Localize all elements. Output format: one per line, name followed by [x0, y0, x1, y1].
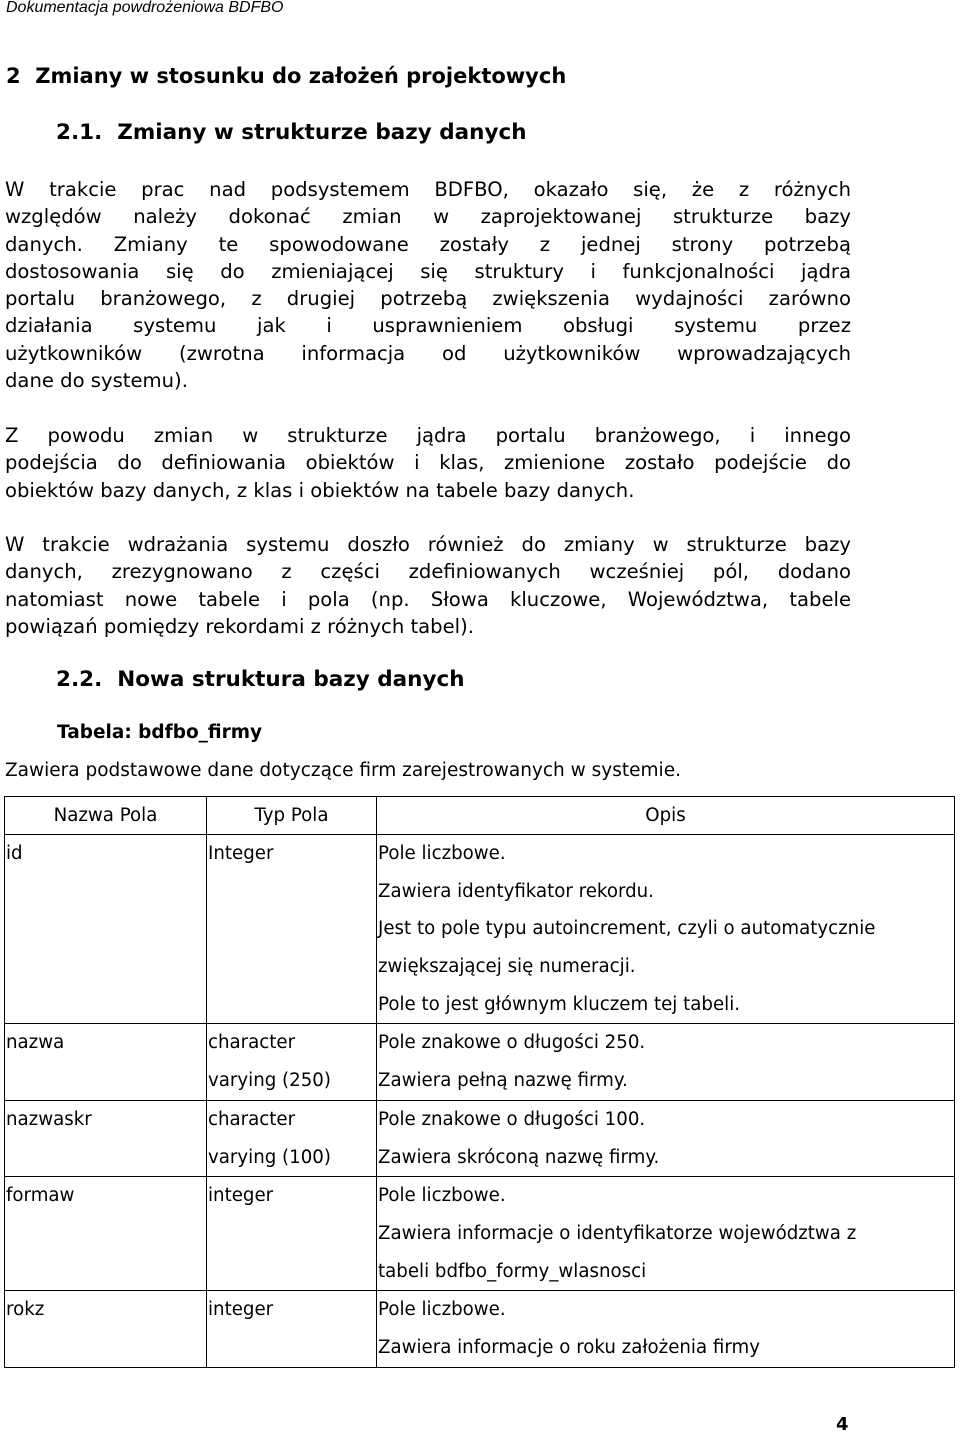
paragraph-2 [5, 422, 851, 504]
section-title: Nowa struktura bazy danych [117, 667, 465, 692]
table-title: Tabela: bdfbo_firmy [57, 722, 263, 743]
cell-line: integer [208, 1185, 274, 1207]
cell-line: Pole znakowe o długości 100. [378, 1108, 646, 1130]
cell-line: formaw [6, 1185, 75, 1207]
table-description: Zawiera podstawowe dane dotyczące firm zarejestrowanych w systemie. [5, 760, 681, 781]
field-name-cell [5, 835, 207, 1024]
field-name-cell [5, 1177, 207, 1291]
cell-line: id [6, 843, 23, 864]
section-number: 2 [6, 64, 21, 88]
field-type-cell [207, 1100, 377, 1176]
section-title: Zmiany w strukturze bazy danych [117, 120, 527, 145]
paragraph-line: obiektów bazy danych, z klas i obiektów na tabele bazy danych. [5, 478, 635, 502]
section-2-heading [6, 64, 566, 88]
description-cell [377, 1024, 955, 1100]
paragraph-line: Z powodu zmian w strukturze jądra portalu branżowego, i innego [5, 424, 851, 447]
field-name-cell [5, 1291, 207, 1367]
field-name-cell [5, 1024, 207, 1100]
description-cell [377, 1100, 955, 1176]
cell-line: character [208, 1108, 296, 1130]
section-2-1-heading [56, 120, 527, 145]
paragraph-line: dane do systemu). [5, 369, 188, 393]
table-row [5, 1100, 955, 1176]
cell-line: Zawiera skróconą nazwę firmy. [378, 1146, 660, 1168]
field-type-cell [207, 1291, 377, 1367]
paragraph-line: danych, zrezygnowano z części zdefiniowanych wcześniej pól, dodano [5, 560, 851, 584]
paragraph-line: dostosowania się do zmieniającej się struktury i funkcjonalności jądra [5, 259, 851, 283]
description-cell [377, 1177, 955, 1291]
paragraph-1 [5, 176, 851, 394]
cell-line: nazwaskr [6, 1108, 92, 1130]
cell-line: character [208, 1032, 296, 1054]
section-title: Zmiany w stosunku do założeń projektowych [35, 64, 567, 88]
running-header: Dokumentacja powdrożeniowa BDFBO [6, 0, 284, 16]
field-type-cell [207, 1024, 377, 1100]
cell-line: Integer [208, 843, 274, 864]
paragraph-3 [5, 531, 851, 640]
table-row [5, 835, 955, 1024]
paragraph-line: działania systemu jak i usprawnieniem obsługi systemu przez [5, 314, 851, 338]
paragraph-line: danych. Zmiany te spowodowane zostały z jednej strony potrzebą [5, 232, 851, 256]
cell-line: Pole to jest głównym kluczem tej tabeli. [378, 993, 741, 1015]
cell-line: varying (100) [208, 1146, 331, 1168]
section-2-2-heading [56, 667, 465, 692]
cell-line: integer [208, 1299, 274, 1321]
header-description: Opis [377, 797, 955, 835]
cell-line: Zawiera identyfikator rekordu. [378, 880, 654, 902]
cell-line: tabeli bdfbo_formy_wlasnosci [378, 1260, 647, 1282]
table-row [5, 1024, 955, 1100]
header-field-name: Nazwa Pola [5, 797, 207, 835]
cell-line: Zawiera informacje o identyfikatorze województwa z [378, 1222, 857, 1244]
page-number: 4 [836, 1414, 849, 1435]
cell-line: varying (250) [208, 1070, 331, 1092]
cell-line: Zawiera informacje o roku założenia firmy [378, 1336, 760, 1358]
section-number: 2.1. [56, 120, 103, 145]
cell-line: rokz [6, 1299, 45, 1321]
table-header-row [5, 797, 955, 835]
paragraph-line: natomiast nowe tabele i pola (np. Słowa kluczowe, Województwa, tabele [5, 587, 851, 611]
paragraph-line: użytkowników (zwrotna informacja od użytkowników wprowadzających [5, 341, 851, 365]
paragraph-line: względów należy dokonać zmian w zaprojektowanej strukturze bazy [5, 205, 851, 229]
cell-line: Pole liczbowe. [378, 843, 506, 864]
cell-line: Pole liczbowe. [378, 1185, 506, 1207]
cell-line: nazwa [6, 1032, 65, 1054]
header-field-type: Typ Pola [207, 797, 377, 835]
field-type-cell [207, 835, 377, 1024]
cell-line: zwiększającej się numeracji. [378, 956, 636, 978]
section-number: 2.2. [56, 667, 103, 692]
paragraph-line: W trakcie wdrażania systemu doszło również do zmiany w strukturze bazy [5, 533, 851, 556]
description-cell [377, 1291, 955, 1367]
description-cell [377, 835, 955, 1024]
fields-table [4, 796, 955, 1368]
field-type-cell [207, 1177, 377, 1291]
cell-line: Pole znakowe o długości 250. [378, 1032, 646, 1054]
paragraph-line: W trakcie prac nad podsystemem BDFBO, okazało się, że z różnych [5, 178, 851, 201]
paragraph-line: powiązań pomiędzy rekordami z różnych tabel). [5, 614, 474, 638]
paragraph-line: podejścia do definiowania obiektów i klas, zmienione zostało podejście do [5, 451, 851, 475]
paragraph-line: portalu branżowego, z drugiej potrzebą zwiększenia wydajności zarówno [5, 287, 851, 311]
cell-line: Jest to pole typu autoincrement, czyli o automatycznie [378, 918, 876, 940]
field-name-cell [5, 1100, 207, 1176]
table-row [5, 1291, 955, 1367]
cell-line: Zawiera pełną nazwę firmy. [378, 1070, 628, 1092]
table-row [5, 1177, 955, 1291]
cell-line: Pole liczbowe. [378, 1299, 506, 1321]
